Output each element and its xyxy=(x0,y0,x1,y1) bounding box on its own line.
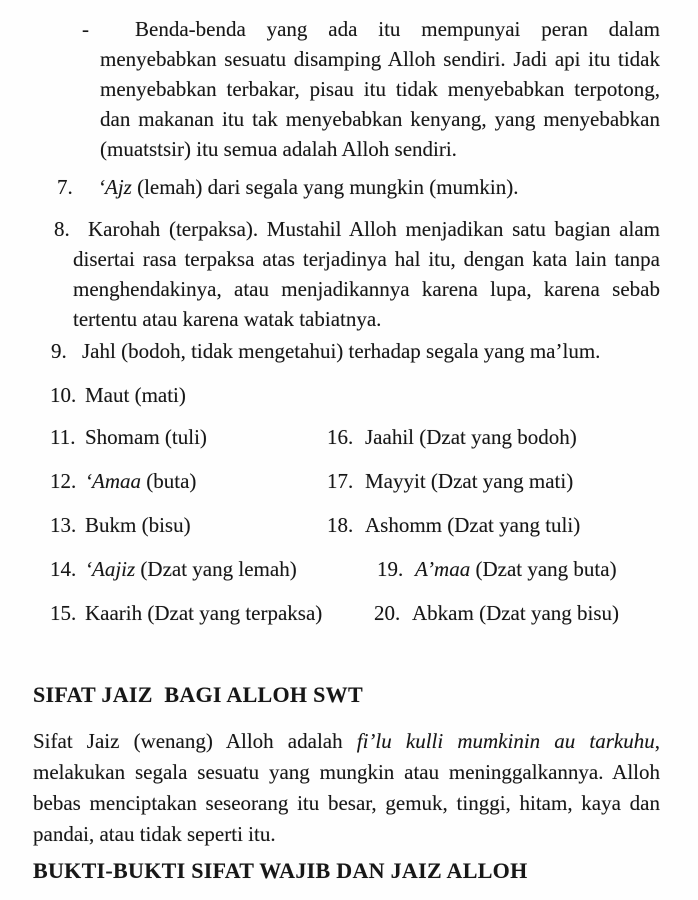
item-16-number: 16. xyxy=(327,425,354,449)
item-8-text: Karohah (terpaksa). Mustahil Alloh menjadikan satu bagian alam disertai rasa terpaksa atas terjadinya hal itu, dengan kata lain tanpa menghendakinya, atau menjadikannya karena lupa, karena sebab tertentu atau karena watak tabiatnya. xyxy=(73,217,660,331)
item-20-number: 20. xyxy=(374,601,401,625)
numbered-item-16 xyxy=(327,422,577,452)
item-17-text: Mayyit (Dzat yang mati) xyxy=(365,469,574,493)
item-9-number: 9. xyxy=(51,339,67,363)
item-13-text: Bukm (bisu) xyxy=(85,513,191,537)
numbered-item-12 xyxy=(50,466,196,496)
heading-bukti-bukti: BUKTI-BUKTI SIFAT WAJIB DAN JAIZ ALLOH xyxy=(33,858,528,883)
item-7-number: 7. xyxy=(57,175,73,199)
bullet-paragraph-text: Benda-benda yang ada itu mempunyai peran dalam menyebabkan sesuatu disamping Alloh sendiri. Jadi api itu tidak menyebabkan terbakar, pisau itu tidak menyebabkan terpotong, dan makanan itu tak menyebabkan kenyang, yang menyebabkan (muatstsir) itu semua adalah Alloh sendiri. xyxy=(100,17,660,161)
list-row xyxy=(33,422,660,466)
item-11-text: Shomam (tuli) xyxy=(85,425,207,449)
two-column-list xyxy=(33,422,660,642)
numbered-item-20 xyxy=(374,598,619,628)
numbered-item-18 xyxy=(327,510,580,540)
numbered-item-19 xyxy=(377,554,617,584)
heading-sifat-jaiz: SIFAT JAIZ BAGI ALLOH SWT xyxy=(33,682,363,707)
item-9-text: Jahl (bodoh, tidak mengetahui) terhadap segala yang ma’lum. xyxy=(82,339,601,363)
bullet-paragraph xyxy=(33,14,660,164)
list-row xyxy=(33,510,660,554)
list-row xyxy=(33,466,660,510)
item-14-text: ‘Aajiz (Dzat yang lemah) xyxy=(85,557,297,581)
item-20-text: Abkam (Dzat yang bisu) xyxy=(412,601,620,625)
item-15-text: Kaarih (Dzat yang terpaksa) xyxy=(85,601,323,625)
item-12-text: ‘Amaa (buta) xyxy=(85,469,197,493)
item-14-number: 14. xyxy=(50,557,77,581)
bullet-dash: - xyxy=(82,17,89,41)
numbered-item-10 xyxy=(33,380,660,410)
numbered-item-9 xyxy=(33,336,660,366)
item-19-number: 19. xyxy=(377,557,404,581)
item-15-number: 15. xyxy=(50,601,77,625)
list-row xyxy=(33,554,660,598)
paragraph-sifat-jaiz: Sifat Jaiz (wenang) Alloh adalah fi’lu kulli mumkinin au tarkuhu, melakukan segala sesuatu yang mungkin atau meninggalkannya. Alloh bebas menciptakan seseorang itu besar, gemuk, tinggi, hitam, kaya dan pandai, atau tidak seperti itu. xyxy=(33,729,660,846)
item-8-number: 8. xyxy=(54,217,70,241)
numbered-item-17 xyxy=(327,466,573,496)
numbered-item-7 xyxy=(33,172,660,202)
numbered-item-14 xyxy=(50,554,297,584)
list-row xyxy=(33,598,660,642)
item-19-text: A’maa (Dzat yang buta) xyxy=(415,557,617,581)
item-10-number: 10. xyxy=(50,383,77,407)
item-18-text: Ashomm (Dzat yang tuli) xyxy=(365,513,581,537)
numbered-item-8 xyxy=(33,214,660,334)
numbered-item-11 xyxy=(50,422,207,452)
item-17-number: 17. xyxy=(327,469,354,493)
numbered-item-13 xyxy=(50,510,191,540)
item-16-text: Jaahil (Dzat yang bodoh) xyxy=(365,425,577,449)
item-10-text: Maut (mati) xyxy=(85,383,186,407)
item-7-text: ‘Ajz (lemah) dari segala yang mungkin (mumkin). xyxy=(98,175,519,199)
numbered-item-15 xyxy=(50,598,322,628)
item-13-number: 13. xyxy=(50,513,77,537)
item-18-number: 18. xyxy=(327,513,354,537)
item-12-number: 12. xyxy=(50,469,77,493)
item-11-number: 11. xyxy=(50,425,76,449)
